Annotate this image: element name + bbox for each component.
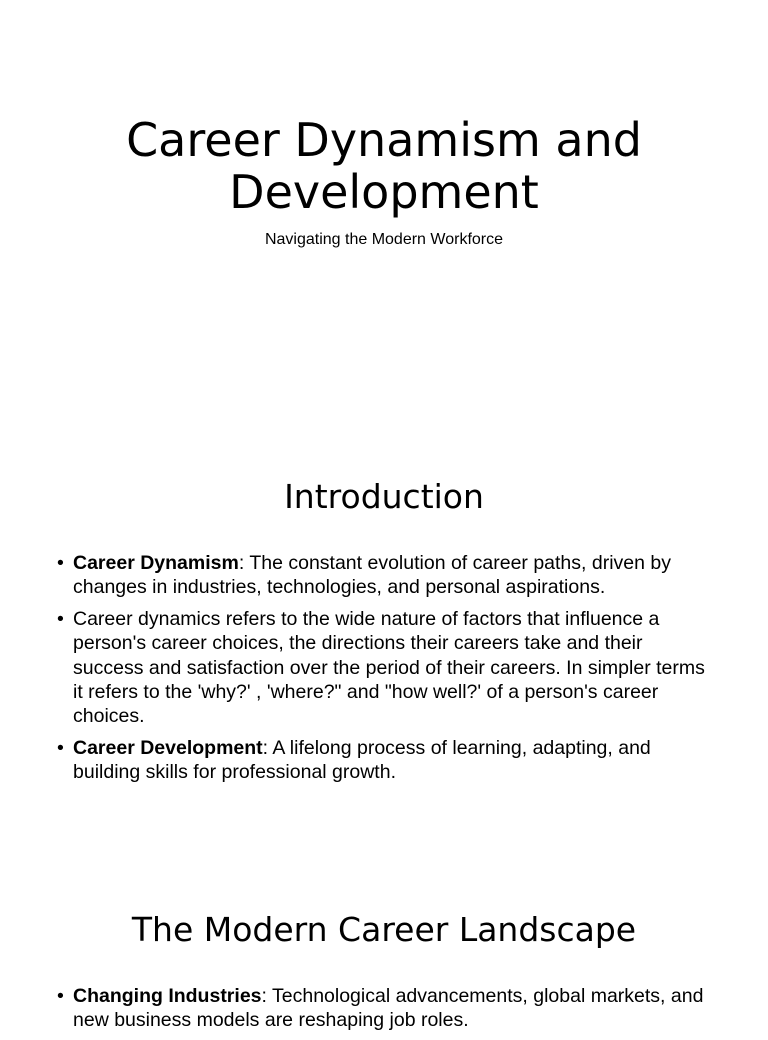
presentation-title: Career Dynamism and Development bbox=[126, 113, 642, 219]
bullet-text: : A lifelong process of learning, adapting, and building skills for professional growth. bbox=[73, 737, 651, 784]
bullet-text: : The constant evolution of career paths, driven by changes in industries, technologies, and personal aspirations. bbox=[73, 552, 671, 599]
bullet-career-dynamics bbox=[57, 607, 707, 728]
bullet-career-development bbox=[57, 736, 707, 784]
bullet-term: Career Dynamism bbox=[73, 552, 239, 574]
bullet-text: Career dynamics refers to the wide nature of factors that influence a person's career choices, the directions their careers take and their success and satisfaction over the period of their careers. In simpler terms it refers to the 'why?' , 'where?" and "how well?' of a person's career choices. bbox=[73, 608, 705, 728]
bullet-term: Changing Industries bbox=[73, 985, 262, 1007]
career-landscape-bullet-list bbox=[57, 984, 707, 1040]
introduction-title: Introduction bbox=[284, 477, 484, 516]
bullet-career-dynamism bbox=[57, 551, 707, 599]
presentation-subtitle: Navigating the Modern Workforce bbox=[264, 231, 504, 248]
bullet-icon: • bbox=[57, 985, 64, 1007]
bullet-text: : Technological advancements, global markets, and new business models are reshaping job roles. bbox=[73, 985, 704, 1032]
bullet-term: Career Development bbox=[73, 737, 263, 760]
bullet-icon: • bbox=[57, 737, 64, 760]
bullet-changing-industries bbox=[57, 984, 707, 1032]
introduction-bullet-list bbox=[57, 551, 707, 792]
career-landscape-title: The Modern Career Landscape bbox=[131, 910, 637, 949]
bullet-icon: • bbox=[57, 552, 64, 574]
bullet-icon: • bbox=[57, 608, 64, 631]
